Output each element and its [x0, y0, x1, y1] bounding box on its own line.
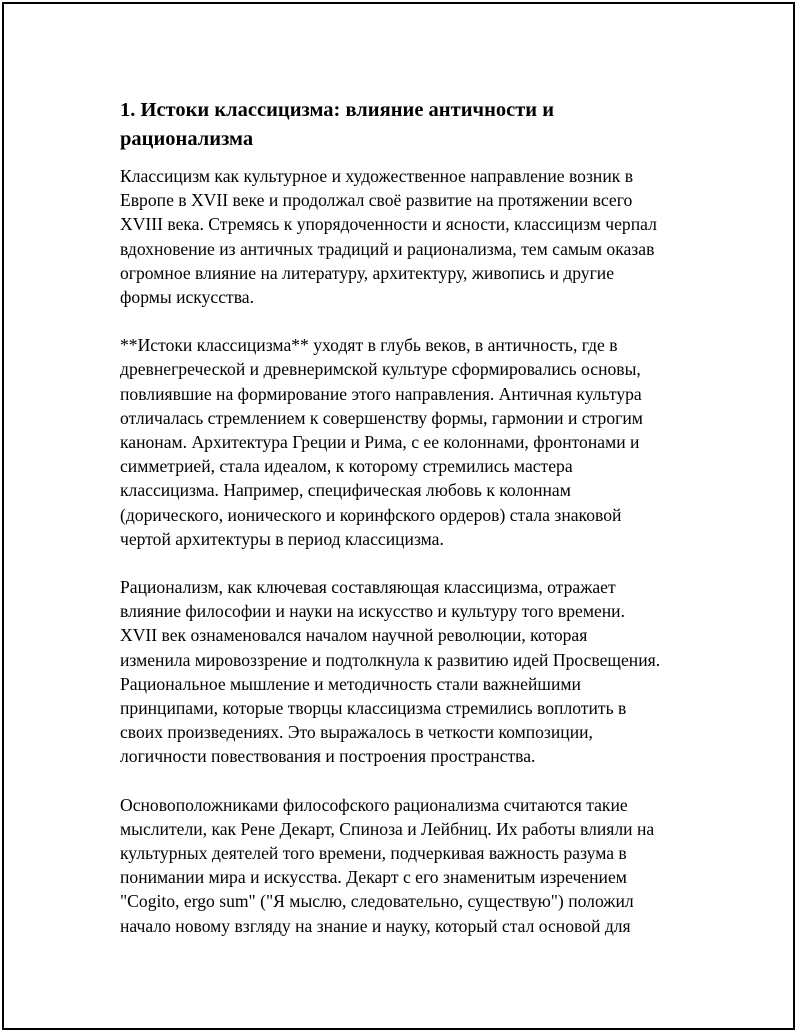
paragraph-founders [120, 793, 700, 938]
text-line: вдохновение из античных традиций и рационализма, тем самым оказав [120, 238, 655, 259]
text-line: Классицизм как культурное и художественное направление возник в [120, 166, 634, 186]
text-line: влияние философии и науки на искусство и культуру того времени. [120, 601, 625, 622]
text-line: изменила мировоззрение и подтолкнула к развитию идей Просвещения. [120, 649, 661, 670]
text-line: формы искусства. [120, 287, 254, 308]
text-line: Европе в XVII веке и продолжал своё развитие на протяжении всего [120, 190, 633, 211]
text-line: XVII век ознаменовался началом научной революции, которая [120, 625, 588, 646]
text-line: принципами, которые творцы классицизма стремились воплотить в [120, 698, 627, 719]
document-body [120, 96, 700, 962]
text-line: огромное влияние на литературу, архитектуру, живопись и другие [120, 262, 615, 283]
section-heading [120, 96, 700, 154]
heading-line: рационализма [120, 128, 254, 150]
text-line: (дорического, ионического и коринфского ордеров) стала знаковой [120, 504, 622, 525]
text-line: симметрией, стала идеалом, к которому стремились мастера [120, 456, 573, 477]
text-line: мыслители, как Рене Декарт, Спиноза и Лейбниц. Их работы влияли на [120, 818, 655, 839]
text-line: чертой архитектуры в период классицизма. [120, 528, 444, 549]
text-line: Рациональное мышление и методичность стали важнейшими [120, 673, 581, 694]
text-line: Рационализм, как ключевая составляющая классицизма, отражает [120, 577, 616, 598]
paragraph-intro [120, 164, 700, 309]
text-line: повлиявшие на формирование этого направления. Античная культура [120, 383, 642, 404]
paragraph-origins [120, 333, 700, 551]
text-line: древнегреческой и древнеримской культуре сформировались основы, [120, 359, 641, 380]
document-page [2, 2, 795, 1030]
text-line: культурных деятелей того времени, подчеркивая важность разума в [120, 843, 627, 864]
text-line: отличалась стремлением к совершенству формы, гармонии и строгим [120, 407, 643, 428]
text-line: **Истоки классицизма** уходят в глубь веков, в античность, где в [120, 335, 618, 356]
text-line: канонам. Архитектура Греции и Рима, с ее колоннами, фронтонами и [120, 432, 640, 453]
text-line: логичности повествования и построения пространства. [120, 746, 536, 767]
text-line: понимании мира и искусства. Декарт с его знаменитым изречением [120, 867, 627, 888]
text-line: классицизма. Например, специфическая любовь к колоннам [120, 480, 571, 501]
heading-line: 1. Истоки классицизма: влияние античности и [120, 99, 555, 121]
text-line: XVIII века. Стремясь к упорядоченности и ясности, классицизм черпал [120, 214, 657, 235]
text-line: "Cogito, ergo sum" ("Я мыслю, следовательно, существую") положил [120, 891, 634, 912]
text-line: Основоположниками философского рационализма считаются такие [120, 794, 628, 815]
text-line: своих произведениях. Это выражалось в четкости композиции, [120, 722, 593, 743]
text-line: начало новому взгляду на знание и науку, который стал основой для [120, 915, 631, 936]
paragraph-rationalism [120, 575, 700, 769]
